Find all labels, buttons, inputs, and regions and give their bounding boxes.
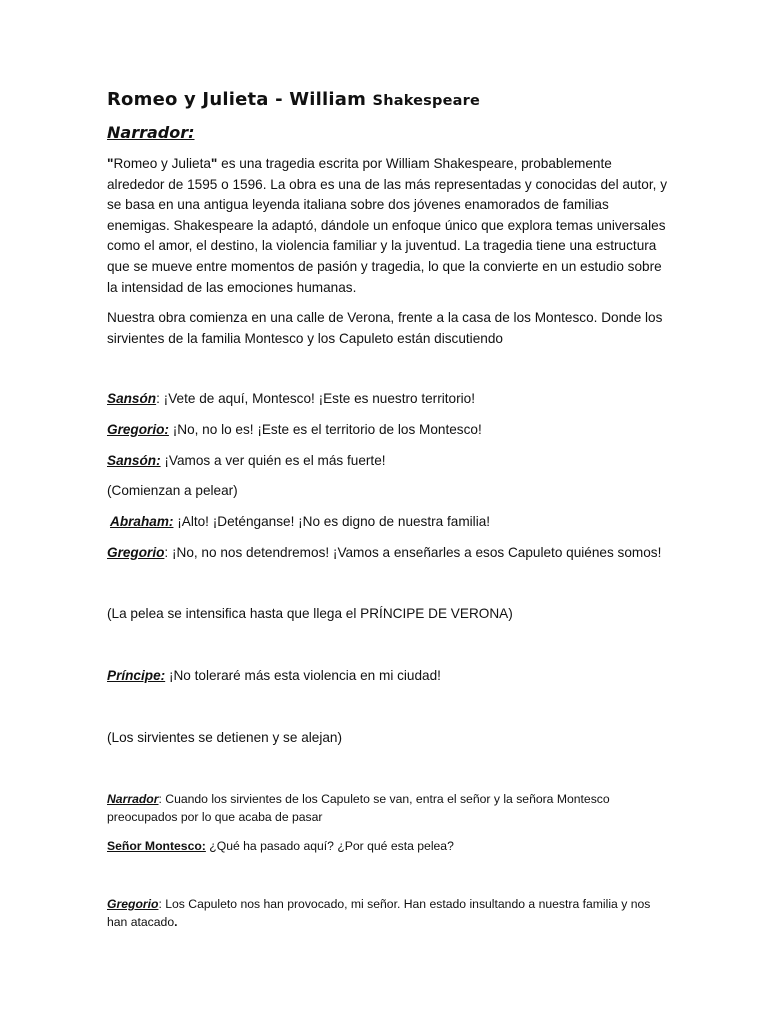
dialogue-text: ¡No toleraré más esta violencia en mi ciudad! xyxy=(168,668,441,683)
dialogue-text: ¡No, no lo es! ¡Este es el territorio de los Montesco! xyxy=(172,422,482,437)
stage-direction-2: (La pelea se intensifica hasta que llega el PRÍNCIPE DE VERONA) xyxy=(107,606,513,621)
dialogue-text: ¡Vete de aquí, Montesco! ¡Este es nuestro territorio! xyxy=(163,391,475,406)
dialogue-line-narrador: Narrador: Cuando los sirvientes de los Capuleto se van, entra el señor y la señora Montesco preocupados por lo que acaba de pasar xyxy=(107,792,610,824)
speaker-name: Gregorio xyxy=(107,897,159,911)
dialogue-line-gregorio-3: Gregorio: Los Capuleto nos han provocado, mi señor. Han estado insultando a nuestra familia y nos han atacado. xyxy=(107,897,651,929)
dialogue-text: Los Capuleto nos han provocado, mi señor. Han estado insultando a nuestra familia y nos han atacado xyxy=(107,897,651,929)
dialogue-text: Cuando los sirvientes de los Capuleto se van, entra el señor y la señora Montesco preocupados por lo que acaba de pasar xyxy=(107,792,610,824)
dialogue-line-abraham xyxy=(110,512,490,532)
speaker-name: Sansón xyxy=(107,391,157,406)
dialogue-line-principe xyxy=(107,666,441,686)
title-author-surname: Shakespeare xyxy=(372,93,480,109)
dialogue-text: ¡Alto! ¡Deténganse! ¡No es digno de nuestra familia! xyxy=(177,514,491,529)
speaker-name: Sansón: xyxy=(107,453,161,468)
dialogue-text: ¡No, no nos detendremos! ¡Vamos a enseñarles a esos Capuleto quiénes somos! xyxy=(171,545,662,560)
dialogue-line-senor-montesco xyxy=(107,837,667,855)
title-main: Romeo y Julieta - William xyxy=(107,89,373,110)
intro-paragraph: "Romeo y Julieta" es una tragedia escrita por William Shakespeare, probablemente alrededor de 1595 o 1596. La obra es una de las más representadas y conocidas del autor, y se basa en una antigua leyenda italiana sobre dos jóvenes enamorados de familias enemigas. Shakespeare la adaptó, dándole un enfoque único que explora temas universales como el amor, el destino, la violencia familiar y la juventud. La tragedia tiene una estructura que se mueve entre momentos de pasión y tragedia, lo que la convierte en un estudio sobre la intensidad de las emociones humanas. xyxy=(107,156,667,295)
stage-direction-3: (Los sirvientes se detienen y se alejan) xyxy=(107,730,342,745)
dialogue-line-sanson-1: Sansón: ¡Vete de aquí, Montesco! ¡Este es nuestro territorio! xyxy=(107,391,475,406)
dialogue-text: ¿Qué ha pasado aquí? ¿Por qué esta pelea? xyxy=(209,839,454,853)
dialogue-line-sanson-2 xyxy=(107,451,386,471)
dialogue-line-gregorio-1 xyxy=(107,420,482,440)
speaker-name: Príncipe: xyxy=(107,668,166,683)
speaker-name: Señor Montesco: xyxy=(107,839,206,853)
speaker-name: Gregorio xyxy=(107,545,165,560)
document-title xyxy=(107,89,480,110)
speaker-name: Gregorio: xyxy=(107,422,169,437)
dialogue-line-gregorio-2: Gregorio: ¡No, no nos detendremos! ¡Vamos a enseñarles a esos Capuleto quiénes somos! xyxy=(107,545,662,560)
speaker-name: Narrador xyxy=(107,792,159,806)
setting-paragraph: Nuestra obra comienza en una calle de Verona, frente a la casa de los Montesco. Donde los sirvientes de la familia Montesco y los Capuleto están discutiendo xyxy=(107,310,663,346)
narrador-heading: Narrador: xyxy=(107,123,195,142)
stage-direction-1: (Comienzan a pelear) xyxy=(107,483,238,498)
speaker-name: Abraham: xyxy=(110,514,174,529)
dialogue-text: ¡Vamos a ver quién es el más fuerte! xyxy=(164,453,386,468)
